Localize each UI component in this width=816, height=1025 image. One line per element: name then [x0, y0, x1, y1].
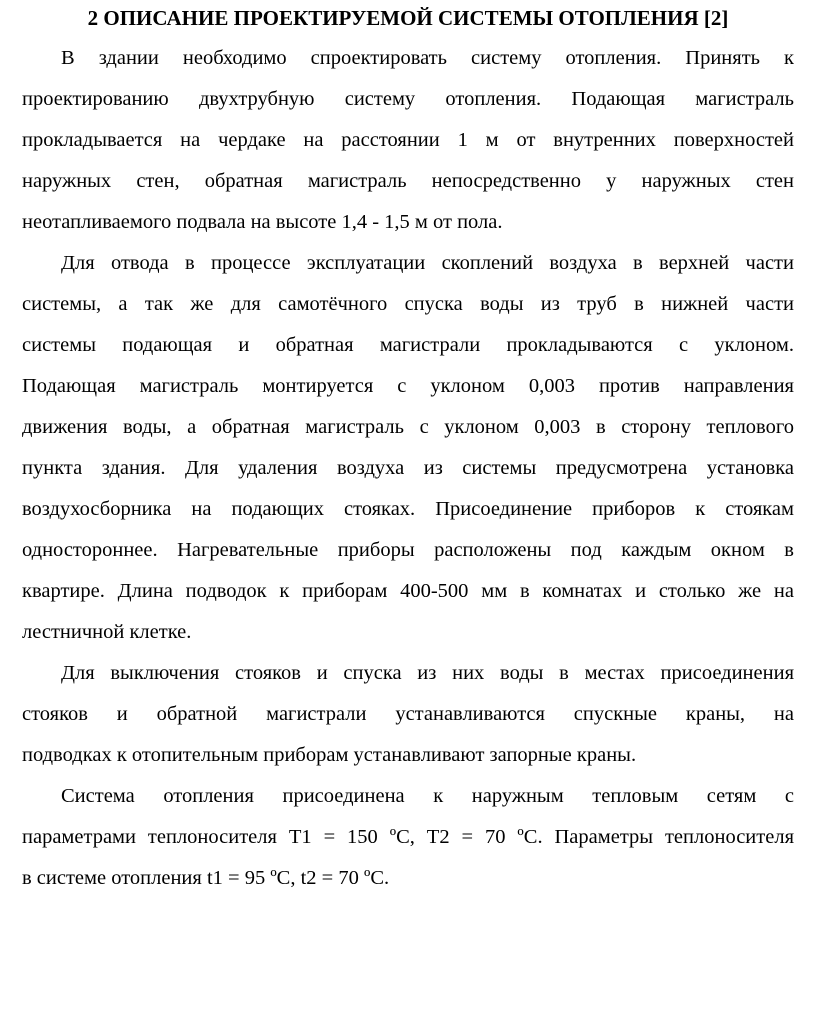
text-line: пункта здания. Для удаления воздуха из системы предусмотрена установка — [22, 457, 794, 479]
text-line: стояков и обратной магистрали устанавливаются спускные краны, на — [22, 703, 794, 725]
text-line: прокладывается на чердаке на расстоянии 1 м от внутренних поверхностей — [22, 129, 794, 151]
paragraph-3 — [22, 653, 794, 776]
text-line: Подающая магистраль монтируется с уклоном 0,003 против направления — [22, 375, 794, 397]
text-line: Система отопления присоединена к наружным тепловым сетям с — [61, 785, 794, 807]
text-line: системы подающая и обратная магистрали прокладываются с уклоном. — [22, 334, 794, 356]
document-page — [22, 4, 794, 899]
text-line: наружных стен, обратная магистраль непосредственно у наружных стен — [22, 170, 794, 192]
text-line: квартире. Длина подводок к приборам 400-500 мм в комнатах и столько же на — [22, 580, 794, 602]
text-line: подводках к отопительным приборам устанавливают запорные краны. — [22, 744, 637, 766]
text-line: проектированию двухтрубную систему отопления. Подающая магистраль — [22, 88, 794, 110]
text-line: системы, а так же для самотёчного спуска воды из труб в нижней части — [22, 293, 794, 315]
paragraph-2 — [22, 243, 794, 653]
paragraph-1 — [22, 38, 794, 243]
text-line: Для отвода в процессе эксплуатации скоплений воздуха в верхней части — [61, 252, 794, 274]
text-line: неотапливаемого подвала на высоте 1,4 - 1,5 м от пола. — [22, 211, 503, 233]
section-heading: 2 ОПИСАНИЕ ПРОЕКТИРУЕМОЙ СИСТЕМЫ ОТОПЛЕНИЯ [2] — [87, 6, 729, 30]
text-line: В здании необходимо спроектировать систему отопления. Принять к — [61, 47, 794, 69]
text-line: движения воды, а обратная магистраль с уклоном 0,003 в сторону теплового — [22, 416, 794, 438]
text-line: в системе отопления t1 = 95 ºС, t2 = 70 ºС. — [22, 867, 390, 889]
text-line: Для выключения стояков и спуска из них воды в местах присоединения — [61, 662, 794, 684]
text-line: воздухосборника на подающих стояках. Присоединение приборов к стоякам — [22, 498, 794, 520]
paragraph-4 — [22, 776, 794, 899]
text-line: лестничной клетке. — [22, 621, 192, 643]
text-line: параметрами теплоносителя Т1 = 150 ºС, Т2 = 70 ºС. Параметры теплоносителя — [22, 826, 794, 848]
text-line: одностороннее. Нагревательные приборы расположены под каждым окном в — [22, 539, 794, 561]
